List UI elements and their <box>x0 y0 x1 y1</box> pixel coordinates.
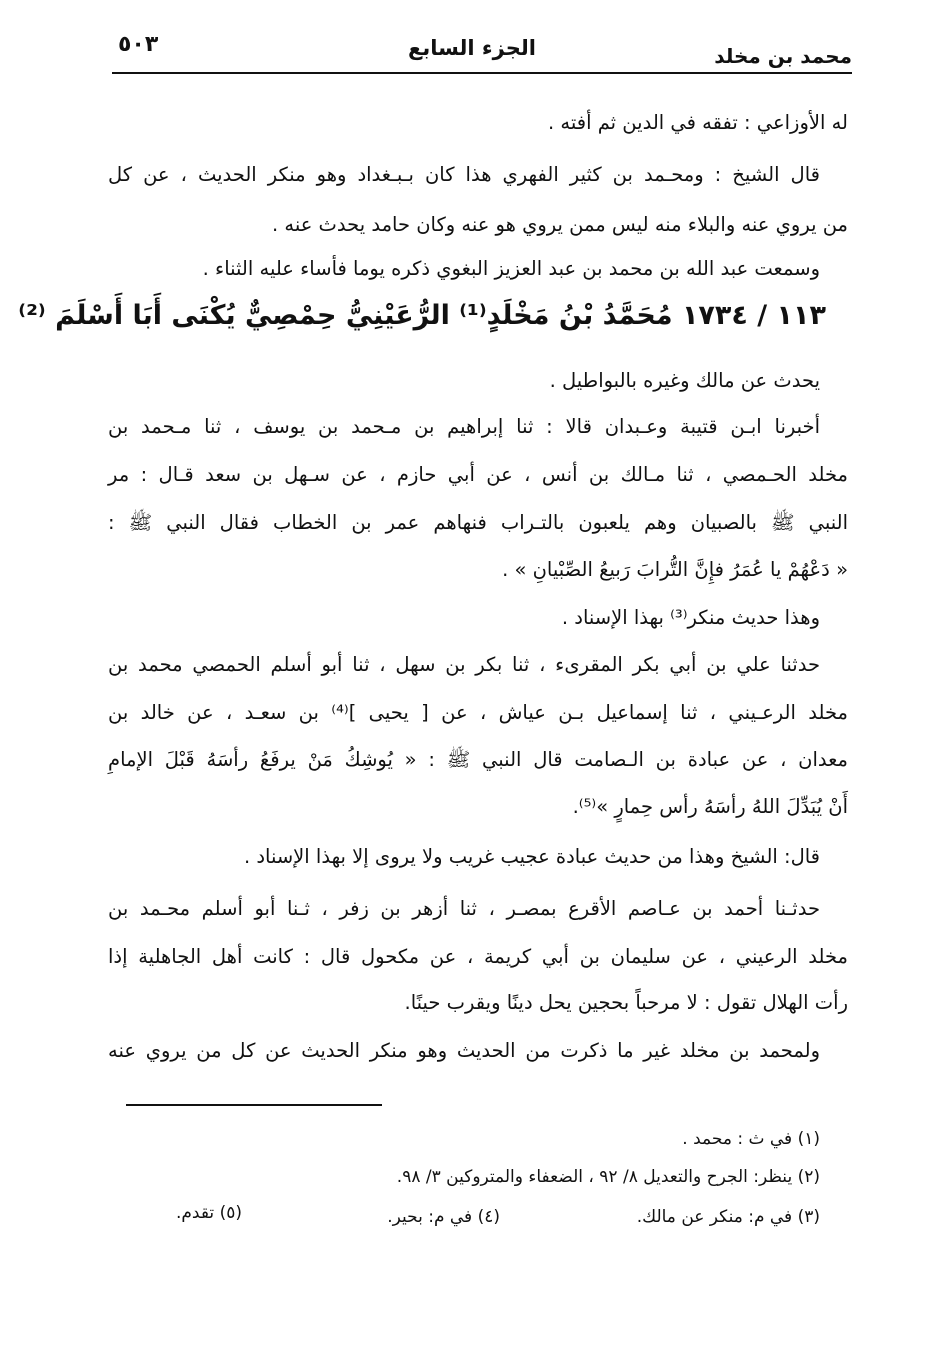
body-line: ولمحمد بن مخلد غير ما ذكرت من الحديث وهو منكر الحديث عن كل من يروي عنه <box>108 1039 820 1062</box>
body-line: مخلد الحـمصي ، ثنا مـالك بن أنس ، عن أبي حازم ، عن سـهل بن سعد قـال : مر <box>108 463 848 486</box>
body-line: وسمعت عبد الله بن محمد بن عبد العزيز البغوي ذكره يوما فأساء عليه الثناء . <box>202 257 820 280</box>
hadith-text: أَنْ يُبَدِّلَ اللهُ رأسَهُ رأس حِمارٍ »⁽⁵⁾. <box>572 795 848 818</box>
running-head-chapter: محمد بن مخلد <box>714 44 852 68</box>
body-line: رأت الهلال تقول : لا مرحباً بحجين يحل دينًا ويقرب حينًا. <box>404 991 848 1014</box>
hadith-text: « دَعْهُمْ يا عُمَرُ فإِنَّ التُّرابَ رَبيعُ الصِّبْيانِ » . <box>502 558 848 581</box>
body-line: مخلد الرعيني ، عن سليمان بن أبي كريمة ، عن مكحول قال : كانت أهل الجاهلية إذا <box>108 945 848 968</box>
footnote-divider <box>126 1104 382 1106</box>
body-line: من يروي عنه والبلاء منه ليس ممن يروي هو عنه وكان حامد يحدث عنه . <box>271 213 848 236</box>
body-line: حدثنا علي بن أبي بكر المقرىء ، ثنا بكر بن سهل ، ثنا أبو أسلم الحمصي محمد بن <box>108 653 820 676</box>
body-line: حدثـنا أحمد بن عـاصم الأقرع بمصـر ، ثنا أزهر بن زفر ، ثـنا أبو أسلم محـمد بن <box>108 897 820 920</box>
body-line: له الأوزاعي : تفقه في الدين ثم أفته . <box>548 111 848 134</box>
entry-title: ١١٣ / ١٧٣٤ مُحَمَّدُ بْنُ مَخْلَدٍ⁽¹⁾ الرُّعَيْنِيُّ حِمْصِيٌّ يُكْنَى أَبَا أَسْلَمَ ⁽²⁾ <box>18 300 826 331</box>
body-line: يحدث عن مالك وغيره بالبواطيل . <box>549 369 820 392</box>
footnote-2: (٢) ينظر: الجرح والتعديل ٨/ ٩٢ ، الضعفاء والمتروكين ٣/ ٩٨. <box>396 1167 820 1187</box>
footnote-1: (١) في ث : محمد . <box>682 1129 820 1149</box>
running-head-volume: الجزء السابع <box>408 36 536 60</box>
footnote-5: (٥) تقدم. <box>175 1203 242 1223</box>
body-line: قال: الشيخ وهذا من حديث عبادة عجيب غريب ولا يروى إلا بهذا الإسناد . <box>243 845 820 868</box>
body-line: معدان ، عن عبادة بن الـصامت قال النبي ﷺ : « يُوشِكُ مَنْ يرفَعُ رأسَهُ قَبْلَ الإمامِ <box>108 748 848 771</box>
footnote-4: (٤) في م: بحير. <box>387 1207 500 1227</box>
header-divider <box>112 72 852 74</box>
body-line: قال الشيخ : ومحـمد بن كثير الفهري هذا كان بـبـغداد وهو منكر الحديث ، عن كل <box>108 163 820 186</box>
body-line: مخلد الرعـيني ، ثنا إسماعيل بـن عياش ، عن [ يحيى ]⁽⁴⁾ بن سعـد ، عن خالد بن <box>108 701 848 724</box>
body-line: أخبرنا ابـن قتيبة وعـبدان قالا : ثنا إبراهيم بن مـحمد بن يوسف ، ثنا مـحمد بن <box>108 415 820 438</box>
footnote-3: (٣) في م: منكر عن مالك. <box>636 1207 820 1227</box>
body-line: وهذا حديث منكر⁽³⁾ بهذا الإسناد . <box>561 606 820 629</box>
page-number: ٥٠٣ <box>118 32 159 57</box>
body-line: النبي ﷺ بالصبيان وهم يلعبون بالتـراب فنهاهم عمر بن الخطاب فقال النبي ﷺ : <box>108 511 848 534</box>
